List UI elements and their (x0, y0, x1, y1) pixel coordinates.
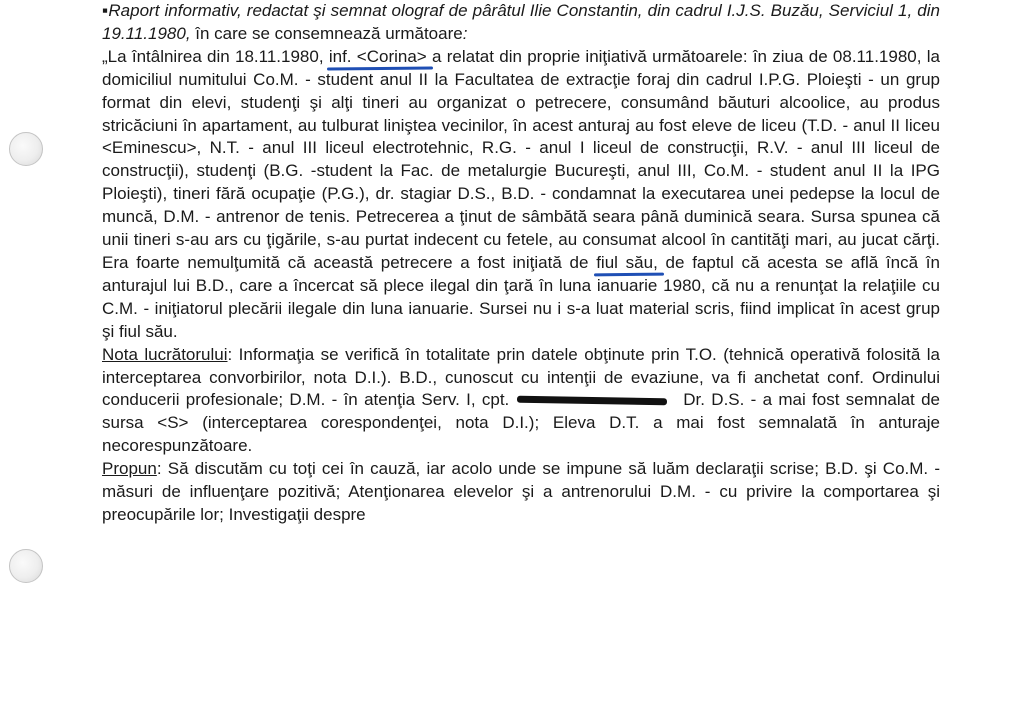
heading-normal: în care se consemnează următoare (190, 23, 463, 43)
redaction-bar (517, 396, 667, 406)
punch-hole (9, 549, 43, 583)
heading-italic: Raport informativ, redactat şi semnat olograf de pârâtul Ilie Constantin, din cadrul I.J.S. Buzău, Serviciul 1, din 19.11.1980, (102, 1, 940, 43)
worker-note-label: Nota lucrătorului (102, 344, 228, 364)
highlight-son: fiul său, (596, 252, 658, 272)
quote-text: „La întâlnirea din 18.11.1980, (102, 46, 329, 66)
punch-hole (9, 132, 43, 166)
heading-colon: : (462, 23, 468, 43)
quote-text: a relatat din proprie iniţiativă următoarele: în ziua de 08.11.1980, la domiciliul numitului Co.M. - student anul II la Facultatea de extracţie foraj din cadrul I.P.G. Ploieşti - un grup format din elevi, studenţi şi alţi tineri au organizat o petrecere, consumând băuturi alcoolice, au produs stricăciuni în apartament, au tulburat liniştea vecinilor, în acest anturaj au fost eleve de liceu (T.D. - anul II liceu <Eminescu>, N.T. - anul III liceul electrotehnic, R.G. - anul I liceul de construcţii, R.V. - anul III liceul de construcţii), studenţi (B.G. -student la Fac. de metalurgie Bucureşti, anul III, Co.M. - student anul II la IPG Ploieşti), tineri fără ocupaţie (P.G.), dr. stagiar D.S., B.D. - condamnat la executarea unei pedepse la locul de muncă, D.M. - antrenor de tenis. Petrecerea a ţinut de sâmbătă seara până duminică seara. Sursa spunea că unii tineri s-au ars cu ţigările, s-au purtat indecent cu fetele, au consumat alcool în cantităţi mari, au jucat cărţi. Era foarte nemulţumită că această petrecere a fost iniţiată de (102, 46, 940, 272)
bullet-icon: ▪ (102, 1, 109, 20)
worker-note (102, 344, 940, 459)
document-body (102, 0, 940, 527)
worker-note-text-continued: Dr. D.S. - a mai fost semnalat de sursa <S> (interceptarea corespondenţei, nota D.I.); Eleva D.T. a mai fost semnalată în anturaje necorespunzătoare. (102, 390, 940, 456)
proposal (102, 458, 940, 527)
proposal-text: : Să discutăm cu toţi cei în cauză, iar acolo unde se impune să luăm declaraţii scrise; B.D. şi Co.M. - măsuri de influenţare pozitivă; Atenţionarea elevelor şi a antrenorului D.M. - cu privire la comportarea şi preocupările lor; Investigaţii despre (102, 459, 940, 524)
quoted-report (102, 46, 940, 344)
proposal-label: Propun (102, 459, 157, 479)
highlight-informant: inf. <Corina> (328, 46, 427, 66)
quote-text: de faptul că acesta se află încă în anturajul lui B.D., care a încercat să plece ilegal din ţară în luna ianuarie 1980, că nu a renunţat la relaţiile cu C.M. - iniţiatorul plecării ilegale din luna ianuarie. Sursei nu i s-a luat material scris, fiind implicat în acest grup şi fiul său. (102, 252, 940, 341)
report-heading (102, 0, 940, 46)
worker-note-text: : Informaţia se verifică în totalitate prin datele obţinute prin T.O. (tehnică operativă folosită la interceptarea convorbirilor, nota D.I.). B.D., cunoscut cu intenţii de evaziune, va fi anchetat conf. Ordinului conducerii profesionale; D.M. - în atenţia Serv. I, cpt. (102, 344, 941, 410)
